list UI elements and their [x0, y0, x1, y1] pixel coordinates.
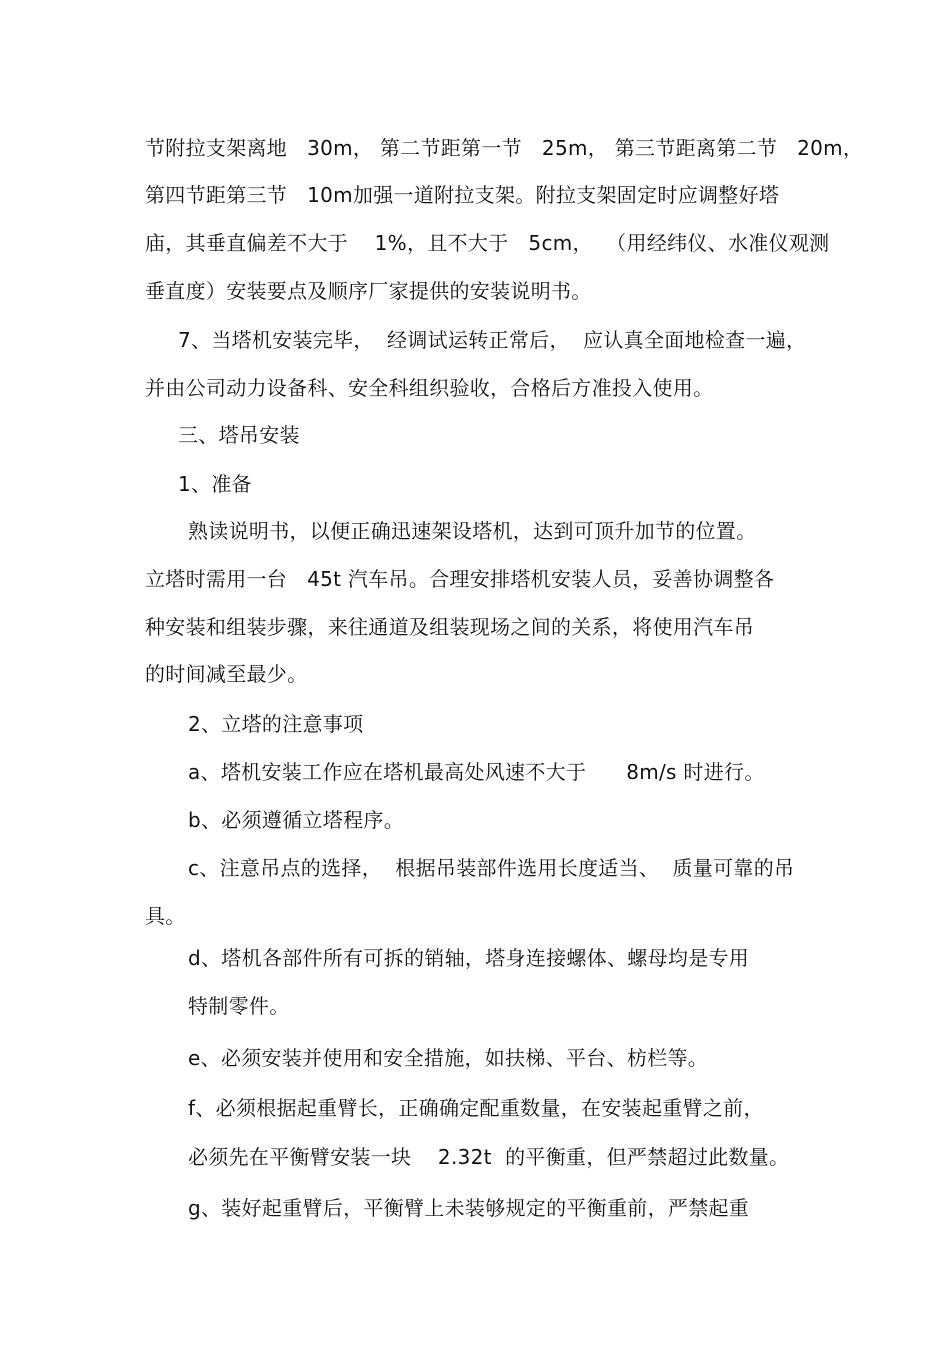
text-line: 具。 [145, 904, 186, 928]
text-line: c、注意吊点的选择， 根据吊装部件选用长度适当、 质量可靠的吊 [188, 856, 795, 880]
text-line: 立塔时需用一台 45t 汽车吊。合理安排塔机安装人员，妥善协调整各 [145, 567, 775, 591]
text-line: g、装好起重臂后，平衡臂上未装够规定的平衡重前，严禁起重 [188, 1196, 750, 1220]
text-line: b、必须遵循立塔程序。 [188, 808, 404, 832]
text-line: 垂直度）安装要点及顺序厂家提供的安装说明书。 [145, 279, 592, 303]
text-line: 种安装和组装步骤，来往通道及组装现场之间的关系，将使用汽车吊 [145, 615, 754, 639]
subsection-heading: 2、立塔的注意事项 [188, 712, 364, 736]
section-heading: 三、塔吊安装 [178, 423, 300, 447]
text-line: 并由公司动力设备科、安全科组织验收，合格后方准投入使用。 [145, 376, 714, 400]
subsection-heading: 1、准备 [178, 472, 252, 496]
text-line: 的时间减至最少。 [145, 662, 308, 686]
text-line: 7、当塔机安装完毕， 经调试运转正常后， 应认真全面地检查一遍， [178, 328, 807, 352]
text-line: 必须先在平衡臂安装一块 2.32t 的平衡重，但严禁超过此数量。 [188, 1145, 790, 1169]
text-line: d、塔机各部件所有可拆的销轴，塔身连接螺体、螺母均是专用 [188, 946, 750, 970]
text-line: e、必须安装并使用和安全措施，如扶梯、平台、枋栏等。 [188, 1046, 709, 1070]
text-line: 特制零件。 [188, 994, 290, 1018]
text-line: f、必须根据起重臂长，正确确定配重数量，在安装起重臂之前， [188, 1096, 764, 1120]
text-line: 熟读说明书，以便正确迅速架设塔机，达到可顶升加节的位置。 [188, 519, 757, 543]
text-line: 节附拉支架离地 30m， 第二节距第一节 25m， 第三节距离第二节 20m， [145, 136, 864, 160]
text-line: 庙，其垂直偏差不大于 1%，且不大于 5cm， （用经纬仪、水准仪观测 [145, 231, 830, 255]
text-line: a、塔机安装工作应在塔机最高处风速不大于 8m/s 时进行。 [188, 760, 765, 784]
text-line: 第四节距第三节 10m加强一道附拉支架。附拉支架固定时应调整好塔 [145, 183, 780, 207]
